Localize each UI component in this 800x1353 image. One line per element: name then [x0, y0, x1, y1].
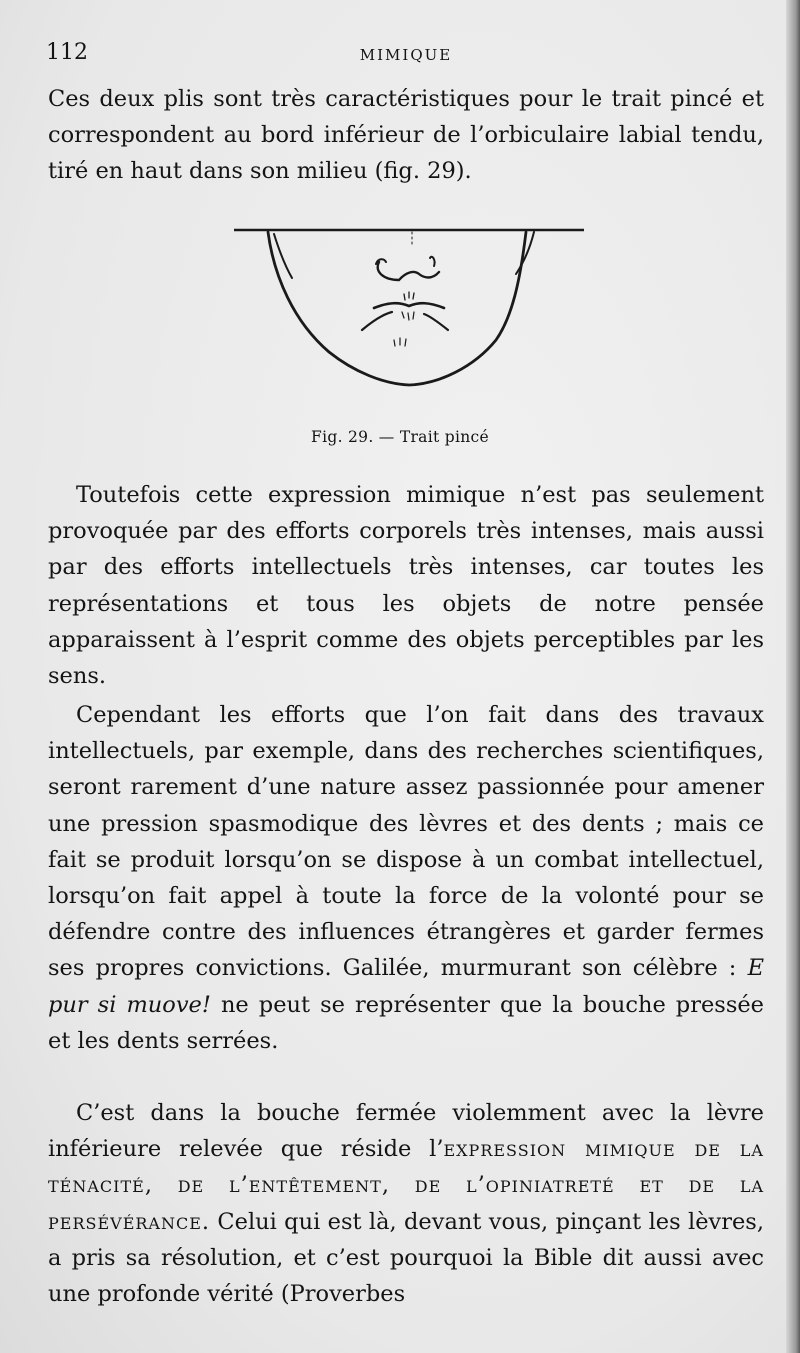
figure-caption: Fig. 29. — Trait pincé [311, 428, 489, 446]
paragraph-4-small-caps: expression mimique de la ténacité, de l’entêtement, de l’opiniatreté et de la persévérance. [48, 1136, 764, 1235]
running-title: MIMIQUE [359, 46, 453, 64]
page-number: 112 [46, 40, 88, 65]
paragraph-2-block [48, 477, 764, 694]
paragraph-3-text-end: ne peut se représenter que la bouche pressée et les dents serrées. [48, 991, 764, 1054]
paragraph-4-block [48, 1095, 764, 1312]
running-head [46, 40, 766, 74]
paragraph-2: Toutefois cette expression mimique n’est pas seulement provoquée par des efforts corporels très intenses, mais aussi par des efforts intellectuels très intenses, car toutes les représentations et tous les objets de notre pensée apparaissent à l’esprit comme des objets perceptibles par les sens. [48, 482, 764, 690]
paragraph-3-text: Cependant les efforts que l’on fait dans des travaux intellectuels, par exemple, dans des recherches scientifiques, seront rarement d’une nature assez passionnée pour amener une pression spasmodique des lèvres et des dents ; mais ce fait se produit lorsqu’on se dispose à un combat intellectuel, lorsqu’on fait appel à toute la force de la volonté pour se défendre contre des influences étrangères et garder fermes ses propres convictions. Galilée, murmurant son célèbre : [48, 702, 764, 982]
paragraph-3 [48, 697, 764, 1059]
face-outline-drawing [234, 222, 584, 398]
paragraph-3-block [48, 697, 764, 1059]
figure-29-illustration [234, 222, 584, 398]
intro-paragraph: Ces deux plis sont très caractéristiques pour le trait pincé et correspondent au bord inférieur de l’orbiculaire labial tendu, tiré en haut dans son milieu (fig. 29). [48, 86, 764, 185]
paragraph-4-text-end: Celui qui est là, devant vous, pinçant les lèvres, a pris sa résolution, et c’est pourquoi la Bible dit aussi avec une profonde vérité (Proverbes [48, 1208, 764, 1308]
paragraph-4 [48, 1095, 764, 1312]
paragraph-4-text: C’est dans la bouche fermée violemment avec la lèvre inférieure relevée que réside l’ [48, 1100, 764, 1163]
galileo-quote: E pur si muove! [48, 955, 764, 1018]
page-edge-shadow [786, 0, 800, 1353]
intro-paragraph-block [48, 81, 764, 190]
